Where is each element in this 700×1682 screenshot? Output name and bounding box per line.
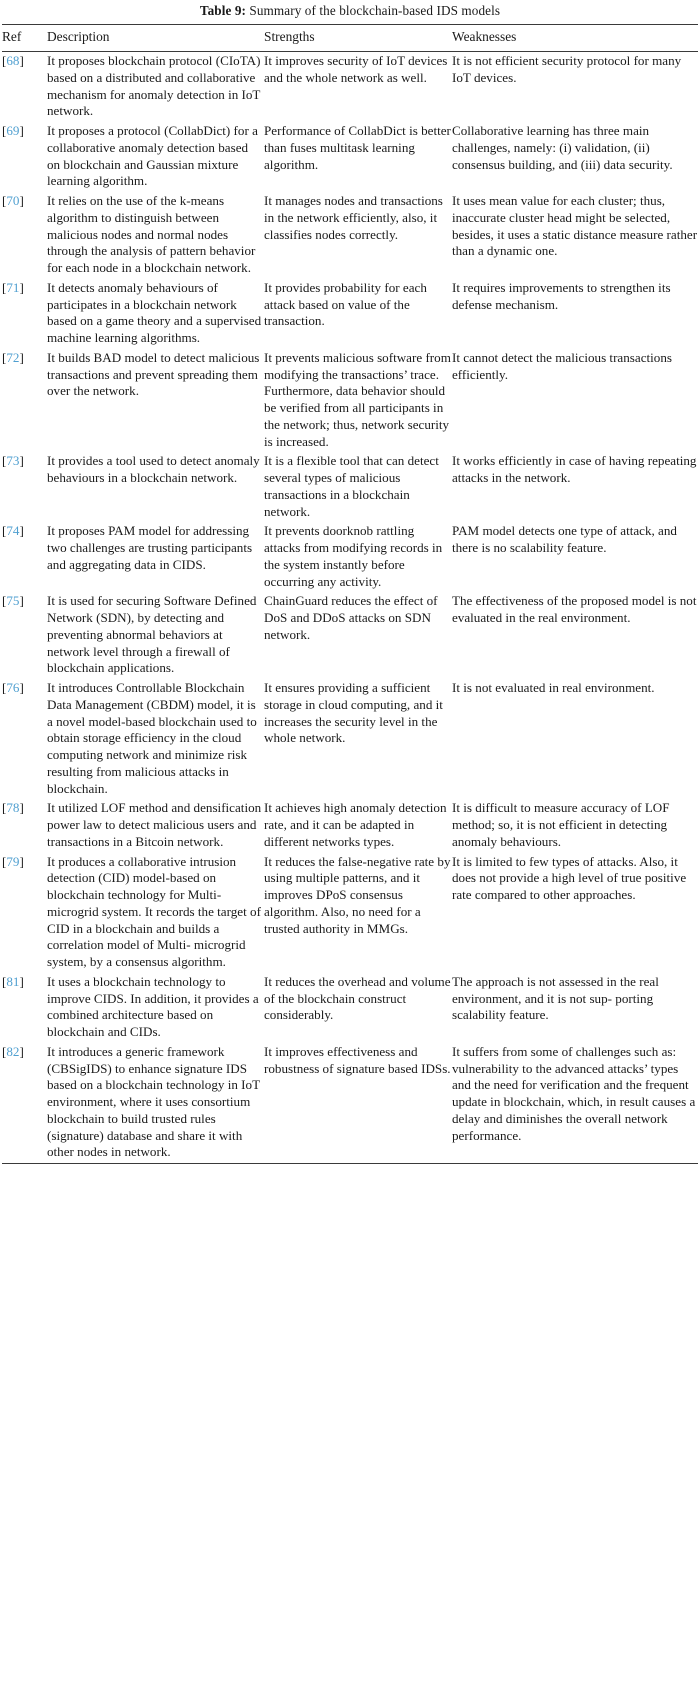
table-header (2, 25, 698, 51)
table-caption (0, 0, 700, 24)
row-description-cell: It detects anomaly behaviours of participates in a blockchain network based on a game theory and a supervised machine learning algorithms. (47, 279, 262, 346)
table-row (2, 972, 698, 1042)
row-strengths-cell: It reduces the overhead and volume of the blockchain construct considerably. (264, 973, 451, 1023)
reference-link[interactable]: 74 (6, 523, 20, 539)
row-ref-cell: [70] (2, 193, 24, 209)
reference-link[interactable]: 70 (6, 193, 20, 209)
row-description-cell: It proposes a protocol (CollabDict) for a collaborative anomaly detection based on blockchain and Gaussian mixture learning algorithm. (47, 123, 258, 189)
header-row (2, 25, 698, 51)
row-strengths-cell: It prevents doorknob rattling attacks from modifying records in the system instantly before occurring any activity. (264, 523, 443, 589)
table-row (2, 278, 698, 348)
table-row (2, 348, 698, 452)
row-ref-cell: [76] (2, 680, 24, 696)
row-weaknesses-cell: The approach is not assessed in the real environment, and it is not sup- porting scalability feature. (452, 973, 659, 1023)
ids-models-table (2, 25, 698, 51)
table-row (2, 1042, 698, 1162)
table-row (2, 799, 698, 852)
row-description-cell: It introduces a generic framework (CBSigIDS) to enhance signature IDS based on a blockchain technology in IoT environment, where it uses consortium blockchain to build trusted rules (signature) database and share it with other nodes in network. (47, 1043, 260, 1160)
reference-link[interactable]: 76 (6, 680, 20, 696)
row-strengths-cell: It ensures providing a sufficient storage in cloud computing, and it increases the security level in the whole network. (264, 680, 443, 746)
row-ref-cell: [78] (2, 800, 24, 816)
column-header-ref: Ref (2, 29, 22, 44)
row-strengths-cell: It improves security of IoT devices and the whole network as well. (264, 53, 448, 85)
row-description-cell: It proposes PAM model for addressing two challenges are trusting participants and aggregating data in CIDS. (47, 523, 253, 572)
row-ref-cell: [75] (2, 593, 24, 609)
row-weaknesses-cell: It is limited to few types of attacks. Also, it does not provide a high level of true positive rate compared to other approaches. (452, 853, 687, 903)
row-strengths-cell: It is a flexible tool that can detect several types of malicious transactions in a blockchain network. (264, 453, 439, 519)
table-row (2, 522, 698, 592)
reference-link[interactable]: 78 (6, 800, 20, 816)
reference-link[interactable]: 81 (6, 973, 20, 989)
row-strengths-cell: It achieves high anomaly detection rate, and it can be adapted in different networks types. (264, 800, 447, 849)
table-row (2, 852, 698, 972)
table-row (2, 679, 698, 799)
row-weaknesses-cell: It requires improvements to strengthen its defense mechanism. (452, 279, 671, 312)
reference-link[interactable]: 72 (6, 349, 20, 365)
column-header-strengths: Strengths (264, 29, 315, 44)
caption-text: Summary of the blockchain-based IDS models (249, 3, 501, 18)
column-header-weaknesses: Weaknesses (452, 29, 517, 44)
table-body (2, 52, 698, 1163)
table-row (2, 52, 698, 122)
caption-label: Table 9: (199, 3, 247, 18)
table-row (2, 122, 698, 192)
reference-link[interactable]: 69 (6, 123, 20, 139)
row-ref-cell: [72] (2, 349, 24, 365)
table-row (2, 452, 698, 522)
row-weaknesses-cell: It is not efficient security protocol for many IoT devices. (452, 53, 682, 85)
row-strengths-cell: It prevents malicious software from modifying the transactions’ trace. Furthermore, data behavior should be verified from all participants in the network; thus, network security is increased. (264, 349, 451, 449)
table-row (2, 192, 698, 279)
reference-link[interactable]: 82 (6, 1043, 20, 1059)
row-description-cell: It relies on the use of the k-means algorithm to distinguish between malicious nodes and normal nodes through the analysis of pattern behavior for each node in a blockchain network. (47, 193, 256, 276)
row-weaknesses-cell: The effectiveness of the proposed model is not evaluated in the real environment. (452, 593, 697, 626)
row-strengths-cell: ChainGuard reduces the effect of DoS and DDoS attacks on SDN network. (264, 593, 438, 642)
reference-link[interactable]: 75 (6, 593, 20, 609)
row-ref-cell: [82] (2, 1043, 24, 1059)
row-weaknesses-cell: PAM model detects one type of attack, and there is no scalability feature. (452, 523, 677, 556)
row-weaknesses-cell: It uses mean value for each cluster; thus, inaccurate cluster head might be selected, besides, it uses a static distance measure rather than a dynamic one. (452, 193, 698, 259)
row-description-cell: It uses a blockchain technology to improve CIDS. In addition, it provides a combined architecture based on blockchain and CIDs. (47, 973, 259, 1040)
row-description-cell: It utilized LOF method and densification power law to detect malicious users and transactions in a Bitcoin network. (47, 800, 262, 849)
row-weaknesses-cell: It is not evaluated in real environment. (452, 680, 655, 696)
row-description-cell: It introduces Controllable Blockchain Data Management (CBDM) model, it is a novel model-based blockchain used to obtain storage efficiency in the cloud computing network and minimize risk resulting from malicious attacks in blockchain. (47, 680, 257, 796)
column-header-description: Description (47, 29, 110, 44)
row-description-cell: It proposes blockchain protocol (CIoTA) based on a distributed and collaborative mechanism for anomaly detection in IoT network. (47, 53, 261, 119)
row-weaknesses-cell: Collaborative learning has three main challenges, namely: (i) validation, (ii) consensus building, and (iii) data security. (452, 123, 673, 172)
row-strengths-cell: It improves effectiveness and robustness of signature based IDSs. (264, 1043, 451, 1076)
row-description-cell: It is used for securing Software Defined Network (SDN), by detecting and preventing abnormal behaviors at network level through a firewall of blockchain applications. (47, 593, 257, 676)
row-strengths-cell: Performance of CollabDict is better than fuses multitask learning algorithm. (264, 123, 451, 172)
row-ref-cell: [71] (2, 279, 24, 295)
row-description-cell: It produces a collaborative intrusion detection (CID) model-based on blockchain technology for Multi-microgrid system. It records the target of CID in a blockchain and builds a correlation model of Multi- microgrid system, by a consensus algorithm. (47, 853, 261, 970)
row-ref-cell: [73] (2, 453, 24, 469)
row-description-cell: It builds BAD model to detect malicious transactions and prevent spreading them over the network. (47, 349, 260, 399)
table-bottom-rule (2, 1163, 698, 1164)
row-strengths-cell: It reduces the false-negative rate by using multiple patterns, and it improves DPoS consensus algorithm. Also, no need for a trusted authority in MMGs. (264, 853, 451, 936)
row-weaknesses-cell: It cannot detect the malicious transactions efficiently. (452, 349, 672, 382)
table-row (2, 592, 698, 679)
row-weaknesses-cell: It suffers from some of challenges such as: vulnerability to the advanced attacks’ types and the need for verification and the frequent update in blockchain, which, in result causes a delay and diminishes the overall network performance. (452, 1043, 696, 1143)
row-ref-cell: [68] (2, 53, 24, 69)
reference-link[interactable]: 68 (6, 53, 20, 69)
row-ref-cell: [81] (2, 973, 24, 989)
row-strengths-cell: It provides probability for each attack based on value of the transaction. (264, 279, 427, 329)
row-weaknesses-cell: It works efficiently in case of having repeating attacks in the network. (452, 453, 697, 486)
reference-link[interactable]: 79 (6, 853, 20, 869)
row-description-cell: It provides a tool used to detect anomaly behaviours in a blockchain network. (47, 453, 260, 486)
reference-link[interactable]: 71 (6, 279, 20, 295)
row-ref-cell: [74] (2, 523, 24, 539)
row-ref-cell: [79] (2, 853, 24, 869)
reference-link[interactable]: 73 (6, 453, 20, 469)
row-strengths-cell: It manages nodes and transactions in the network efficiently, also, it classifies nodes correctly. (264, 193, 443, 242)
row-weaknesses-cell: It is difficult to measure accuracy of LOF method; so, it is not efficient in detecting anomaly behaviours. (452, 800, 670, 849)
ids-models-table-body (2, 52, 698, 1163)
row-ref-cell: [69] (2, 123, 24, 139)
